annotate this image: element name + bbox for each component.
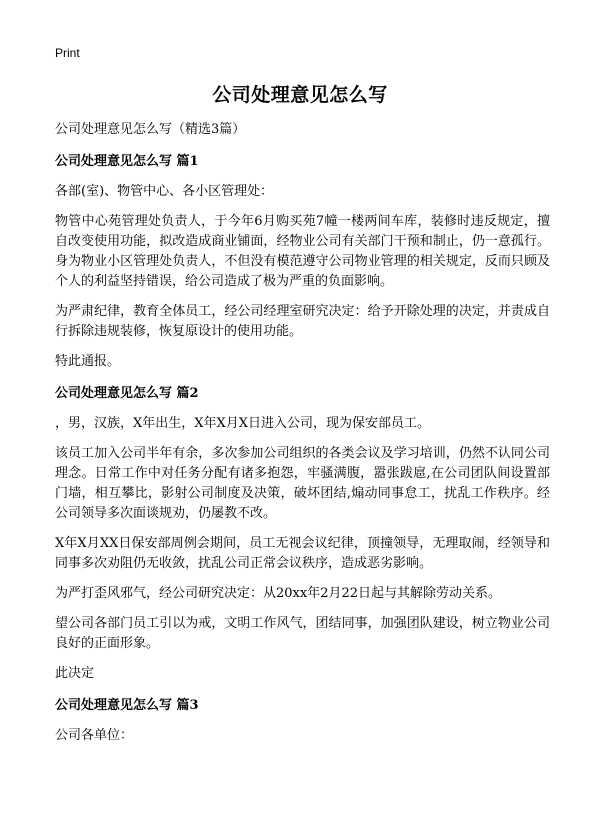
document-body — [55, 120, 550, 756]
print-label: Print — [55, 46, 80, 60]
paragraph: 为严肃纪律，教育全体员工，经公司经理室研究决定：给予开除处理的决定，并责成自行拆除违规装修，恢复原设计的使用功能。 — [55, 304, 550, 339]
paragraph: X年X月XX日保安部周例会期间，员工无视会议纪律，顶撞领导，无理取闹，经领导和同事多次劝阻仍无收敛，扰乱公司正常会议秩序，造成恶劣影响。 — [55, 536, 550, 571]
paragraph: 物管中心苑管理处负责人，于今年6月购买苑7幢一楼两间车库，装修时违反规定，擅自改变使用功能，拟改造成商业铺面，经物业公司有关部门干预和制止，仍一意孤行。身为物业小区管理处负责人，不但没有模范遵守公司物业管理的相关规定，反而只顾及个人的利益坚持错误，给公司造成了极为严重的负面影响。 — [55, 214, 550, 289]
document-subtitle: 公司处理意见怎么写（精选3篇） — [55, 122, 246, 137]
section-heading: 公司处理意见怎么写 篇1 — [55, 154, 199, 169]
paragraph: 各部(室)、物管中心、各小区管理处： — [55, 184, 274, 199]
section-heading: 公司处理意见怎么写 篇3 — [55, 698, 199, 713]
section-heading: 公司处理意见怎么写 篇2 — [55, 386, 199, 401]
paragraph: 公司各单位： — [55, 728, 134, 743]
document-title: 公司处理意见怎么写 — [212, 84, 388, 106]
paragraph: 望公司各部门员工引以为戒，文明工作风气，团结同事，加强团队建设，树立物业公司良好的正面形象。 — [55, 616, 550, 651]
paragraph: 为严打歪风邪气，经公司研究决定：从20xx年2月22日起与其解除劳动关系。 — [55, 586, 502, 601]
paragraph: 该员工加入公司半年有余，多次参加公司组织的各类会议及学习培训，仍然不认同公司理念。日常工作中对任务分配有诸多抱怨，牢骚满腹，嚣张跋扈,在公司团队间设置部门墙，相互攀比，影射公司制度及决策，破坏团结,煽动同事怠工，扰乱工作秩序。经公司领导多次面谈规劝，仍屡教不改。 — [55, 446, 550, 521]
paragraph: 特此通报。 — [55, 354, 121, 369]
paragraph: 此决定 — [55, 666, 95, 681]
paragraph: ，男，汉族，X年出生，X年X月X日进入公司，现为保安部员工。 — [55, 416, 431, 431]
